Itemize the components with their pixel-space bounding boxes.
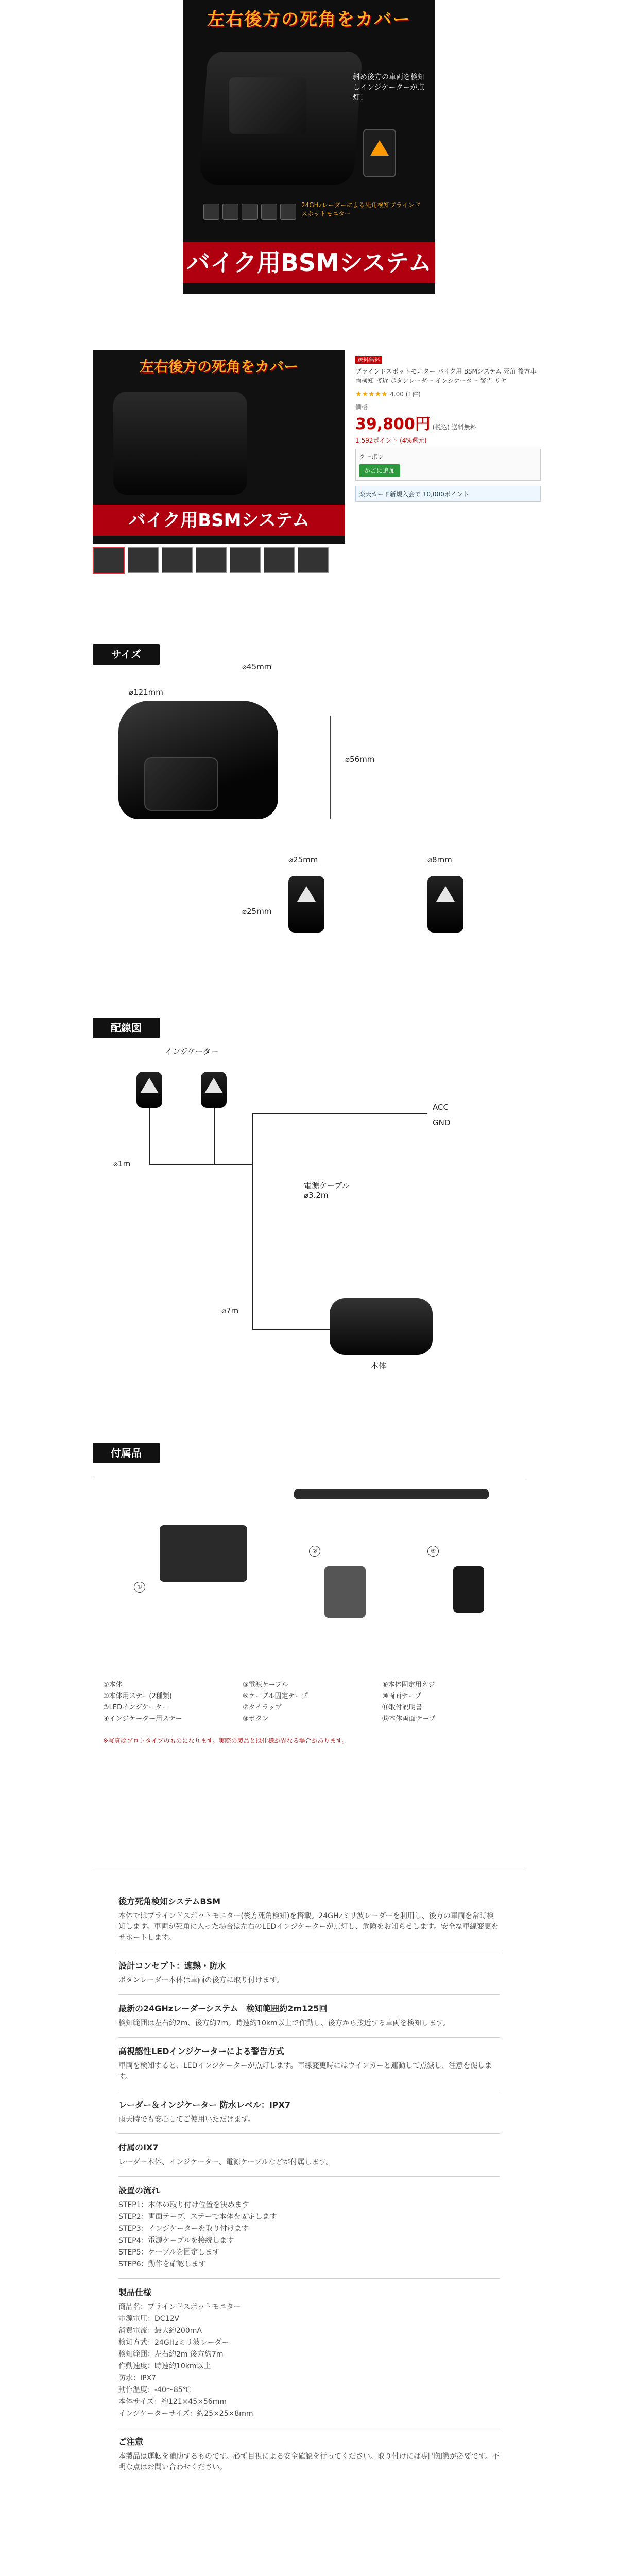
power-cable-label: 電源ケーブル ⌀3.2m xyxy=(304,1181,350,1200)
section-heading: 最新の24GHzレーダーシステム 検知範囲約2m125回 xyxy=(118,2004,328,2013)
dim-indicator-depth: ⌀8mm xyxy=(427,855,452,865)
thumbnail[interactable] xyxy=(93,547,125,574)
hero-title: 左右後方の死角をカバー xyxy=(207,9,411,30)
product-main-image[interactable] xyxy=(93,350,345,544)
section-paragraph: 検知範囲は左右約2m、後方約7m。時速約10km以上で作動し、後方から接近する車両を検知します。 xyxy=(118,2019,450,2027)
spec-line: 作動速度：時速約10km以上 xyxy=(118,2362,211,2370)
feature-icon xyxy=(222,204,238,220)
dim-indicator-height: ⌀25mm xyxy=(242,907,272,916)
section-heading: 後方死角検知システムBSM xyxy=(118,1896,221,1906)
accessory-number: ⑤ xyxy=(427,1546,439,1557)
thumbnail[interactable] xyxy=(128,547,159,573)
indicator-unit xyxy=(201,1072,227,1108)
spec-line: 電源電圧：DC12V xyxy=(118,2315,179,2323)
install-step: STEP3：インジケーターを取り付けます xyxy=(118,2225,249,2233)
accessory-list-item: ⑩両面テープ xyxy=(382,1692,422,1700)
thumbnail[interactable] xyxy=(264,547,295,573)
star-rating: ★★★★★ xyxy=(355,390,388,398)
warning-icon xyxy=(363,129,396,177)
accessory-list-item: ⑥ケーブル固定テープ xyxy=(243,1692,308,1700)
device-screen-image xyxy=(229,77,306,134)
price-tax: (税込) 送料無料 xyxy=(432,423,476,431)
section-paragraph: レーダー本体、インジケーター、電源ケーブルなどが付属します。 xyxy=(118,2158,333,2166)
wire xyxy=(149,1164,252,1165)
section-label-wiring: 配線図 xyxy=(93,1018,160,1038)
price: 39,800円 xyxy=(355,415,431,433)
spec-line: 本体サイズ：約121×45×56mm xyxy=(118,2398,227,2406)
install-step: STEP2：両面テープ、ステーで本体を固定します xyxy=(118,2213,277,2221)
accessory-list-item: ①本体 xyxy=(103,1681,123,1689)
section-heading: 設計コンセプト：遮熱・防水 xyxy=(118,1961,226,1971)
section-label-size: サイズ xyxy=(93,644,160,665)
thumbnail[interactable] xyxy=(196,547,227,573)
wire xyxy=(252,1113,253,1329)
feature-icon xyxy=(280,204,296,220)
device-screen xyxy=(144,757,218,811)
description-block xyxy=(118,1896,500,2473)
card-banner[interactable]: 楽天カード新規入会で 10,000ポイント xyxy=(355,486,541,502)
hero-bottom-title: バイク用BSMシステム xyxy=(183,242,435,283)
feature-icon xyxy=(203,204,219,220)
dim-height: ⌀56mm xyxy=(345,755,375,764)
dim-indicator-width: ⌀25mm xyxy=(288,855,318,865)
wire-length-1m: ⌀1m xyxy=(113,1159,131,1168)
product-image-bottom: バイク用BSMシステム xyxy=(93,505,345,536)
section-heading: 設置の流れ xyxy=(118,2185,160,2195)
accessory-list-item: ⑤電源ケーブル xyxy=(243,1681,288,1689)
thumbnail[interactable] xyxy=(298,547,329,573)
accessories-image xyxy=(93,1479,526,1871)
accessory-note: ※写真はプロトタイプのものになります。実際の製品とは仕様が異なる場合があります。 xyxy=(103,1737,348,1744)
accessory-tape xyxy=(453,1566,484,1613)
accessory-list-item: ⑧ボタン xyxy=(243,1715,269,1723)
install-step: STEP1：本体の取り付け位置を決めます xyxy=(118,2201,249,2209)
accessory-list-item: ⑫本体両面テープ xyxy=(382,1715,436,1723)
price-label: 価格 xyxy=(355,403,368,411)
indicator-unit xyxy=(288,876,324,933)
spec-line: 動作温度：-40〜85℃ xyxy=(118,2386,191,2394)
dim-line xyxy=(330,716,331,819)
section-paragraph: 雨天時でも安心してご使用いただけます。 xyxy=(118,2115,255,2124)
wire xyxy=(252,1113,427,1114)
dim-depth: ⌀45mm xyxy=(242,662,272,671)
section-heading: 高視認性LEDインジケーターによる警告方式 xyxy=(118,2046,284,2056)
section-heading: ご注意 xyxy=(118,2437,144,2447)
hero-banner xyxy=(183,0,435,294)
main-unit-image xyxy=(330,1298,433,1355)
section-paragraph: 本体ではブラインドスポットモニター(後方死角検知)を搭載。24GHzミリ波レーダーを利用し、後方の車両を常時検知します。車両が死角に入った場合は左右のLEDインジケーターが点灯し、危険をお知らせします。安全な車線変更をサポートします。 xyxy=(118,1912,499,1942)
feature-icon xyxy=(242,204,258,220)
thumbnail-strip xyxy=(93,547,345,572)
feature-icon xyxy=(261,204,277,220)
spec-line: 検知方式：24GHzミリ波レーダー xyxy=(118,2338,229,2347)
product-image-title: 左右後方の死角をカバー xyxy=(139,358,298,375)
section-heading: 製品仕様 xyxy=(118,2287,152,2297)
accessory-number: ② xyxy=(309,1546,320,1557)
spec-line: 防水：IPX7 xyxy=(118,2374,157,2382)
section-paragraph: 本製品は運転を補助するものです。必ず目視による安全確認を行ってください。取り付けには専門知識が必要です。不明な点はお問い合わせください。 xyxy=(118,2452,500,2471)
wire-length-7m: ⌀7m xyxy=(221,1306,239,1315)
accessory-list-item: ③LEDインジケーター xyxy=(103,1704,169,1711)
spec-line: 消費電流：最大約200mA xyxy=(118,2327,202,2335)
accessory-list-item: ④インジケーター用ステー xyxy=(103,1715,182,1723)
wire xyxy=(214,1108,215,1164)
spec-line: 商品名：ブラインドスポットモニター xyxy=(118,2303,241,2311)
install-step: STEP4：電源ケーブルを接続します xyxy=(118,2236,234,2245)
accessory-list-item: ⑨本体固定用ネジ xyxy=(382,1681,435,1689)
wire xyxy=(252,1329,330,1330)
feature-icons xyxy=(203,204,296,220)
accessory-list-item: ⑦タイラップ xyxy=(243,1704,282,1711)
coupon-label: クーポン xyxy=(359,453,384,461)
coupon-box xyxy=(355,449,541,481)
accessory-list-item: ②本体用ステー(2種類) xyxy=(103,1692,172,1700)
section-paragraph: 車両を検知すると、LEDインジケーターが点灯します。車線変更時にはウインカーと連動して点滅し、注意を促します。 xyxy=(118,2062,492,2081)
accessory-number: ① xyxy=(134,1582,145,1593)
dim-width: ⌀121mm xyxy=(129,688,163,697)
accessory-cable xyxy=(294,1489,489,1499)
accessory-list-item: ⑪取付説明書 xyxy=(382,1704,423,1711)
install-step: STEP5：ケーブルを固定します xyxy=(118,2248,220,2257)
product-info xyxy=(355,355,541,502)
accessory-list xyxy=(103,1680,515,1725)
hero-ghz-text: 24GHzレーダーによる死角検知ブラインドスポットモニター xyxy=(301,201,421,217)
section-label-accessories: 付属品 xyxy=(93,1443,160,1463)
thumbnail[interactable] xyxy=(230,547,261,573)
hero-side-text: 斜め後方の車両を検知しインジケーターが点灯！ xyxy=(353,73,425,102)
indicator-unit xyxy=(427,876,464,933)
device-image xyxy=(113,392,247,495)
wire xyxy=(149,1108,150,1164)
shipping-badge: 送料無料 xyxy=(355,356,382,364)
section-heading: 付属のIX7 xyxy=(118,2143,159,2153)
accessory-stay xyxy=(324,1566,366,1618)
review-count-link[interactable]: 4.00 (1件) xyxy=(390,391,421,398)
accessory-main-unit xyxy=(160,1525,247,1582)
acc-label: ACC xyxy=(433,1103,449,1112)
indicator-unit xyxy=(136,1072,162,1108)
points-text: 1,592ポイント (4%還元) xyxy=(355,437,427,444)
section-paragraph: ボタンレーダー本体は車両の後方に取り付けます。 xyxy=(118,1976,284,1985)
wiring-indicator-label: インジケーター xyxy=(165,1047,219,1056)
spec-line: インジケーターサイズ：約25×25×8mm xyxy=(118,2410,253,2418)
thumbnail[interactable] xyxy=(162,547,193,573)
gnd-label: GND xyxy=(433,1118,451,1127)
section-heading: レーダー＆インジケーター 防水レベル：IPX7 xyxy=(118,2100,290,2110)
add-to-cart-button[interactable]: かごに追加 xyxy=(359,464,400,477)
install-step: STEP6：動作を確認します xyxy=(118,2260,206,2268)
main-unit-label: 本体 xyxy=(371,1361,387,1370)
spec-line: 検知範囲：左右約2m 後方約7m xyxy=(118,2350,224,2359)
product-title: ブラインドスポットモニター バイク用 BSMシステム 死角 後方車両検知 接近 ボタンレーダー インジケーター 警告 リヤ xyxy=(355,368,537,384)
